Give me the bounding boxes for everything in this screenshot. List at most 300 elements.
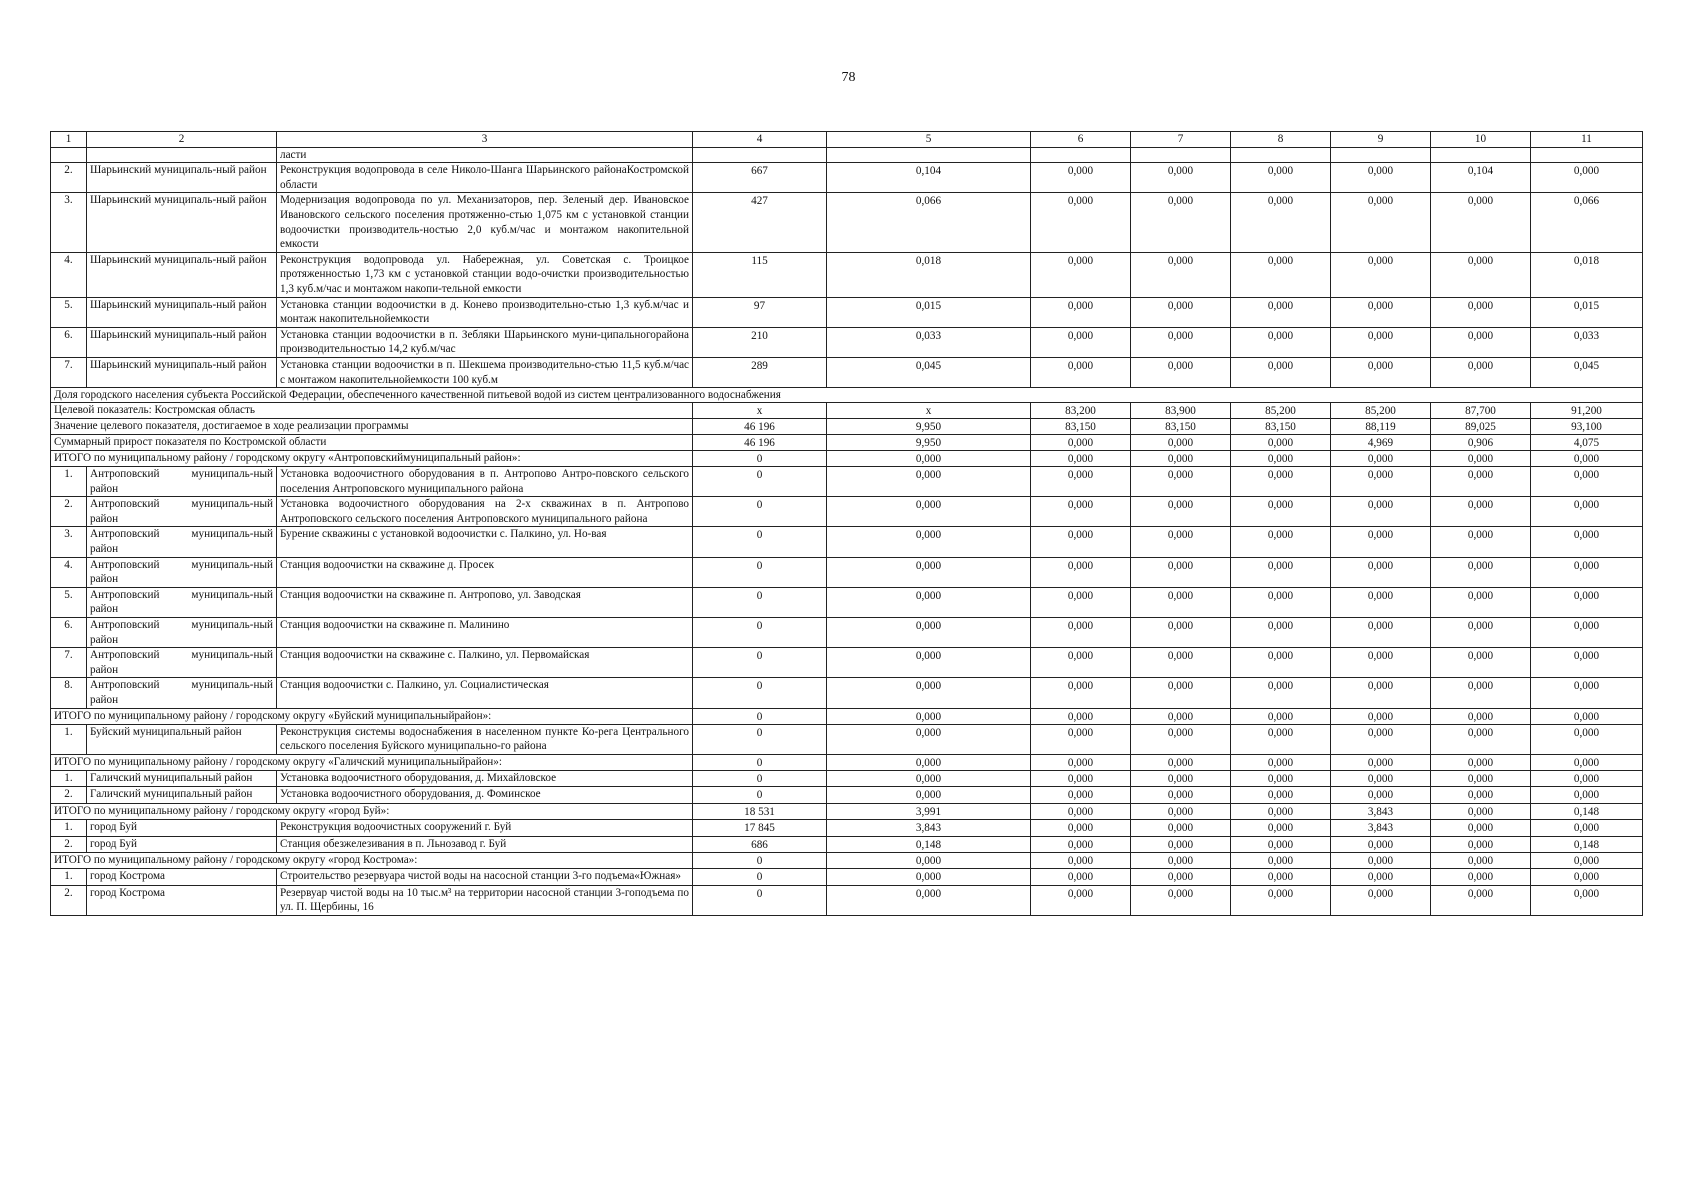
row-number: 1. [51, 467, 87, 497]
value-cell: 91,200 [1531, 403, 1643, 419]
value-cell: 0,000 [1031, 163, 1131, 193]
value-cell: 0,000 [1031, 252, 1131, 297]
value-cell: 0,000 [1031, 724, 1131, 754]
value-cell: 0,000 [1031, 754, 1131, 770]
value-cell: 0,000 [1331, 618, 1431, 648]
district-name: Шарьинский муниципаль-ный район [87, 327, 277, 357]
value-cell: 0,000 [1431, 819, 1531, 836]
value-cell: 0,000 [1031, 853, 1131, 869]
page-number: 78 [841, 70, 856, 85]
value-cell: 0,045 [827, 357, 1031, 387]
value-cell: 0,000 [1231, 435, 1331, 451]
value-cell: 0,000 [1431, 803, 1531, 819]
value-cell: 0,000 [1431, 527, 1531, 557]
column-number: 8 [1231, 132, 1331, 148]
value-cell: 0,000 [1031, 297, 1131, 327]
value-cell: 0,000 [1531, 618, 1643, 648]
district-name: Антроповский муниципаль-ный район [87, 618, 277, 648]
value-cell: 0,000 [1131, 770, 1231, 787]
value-cell: 0,000 [827, 724, 1031, 754]
table-row [51, 587, 1643, 617]
row-number: 2. [51, 885, 87, 915]
table-row [51, 163, 1643, 193]
value-cell: 83,200 [1031, 403, 1131, 419]
value-cell: 0,000 [1031, 451, 1131, 467]
value-cell: 0,000 [1431, 724, 1531, 754]
value-cell: 46 196 [693, 419, 827, 435]
value-cell: 0,045 [1531, 357, 1643, 387]
table-row [51, 678, 1643, 708]
value-cell: 0,000 [1231, 754, 1331, 770]
value-cell: 0 [693, 885, 827, 915]
section-heading-row [51, 388, 1643, 403]
value-cell: 0,000 [1231, 357, 1331, 387]
value-cell: 0,000 [1131, 648, 1231, 678]
column-number: 11 [1531, 132, 1643, 148]
project-description: Реконструкция водопровода в селе Николо-Шанга Шарьинского районаКостромской области [277, 163, 693, 193]
district-name: город Кострома [87, 869, 277, 886]
row-number: 3. [51, 527, 87, 557]
row-number: 8. [51, 678, 87, 708]
value-cell: 0,000 [1531, 587, 1643, 617]
project-description: Станция водоочистки на скважине п. Антропово, ул. Заводская [277, 587, 693, 617]
summary-label: ИТОГО по муниципальному району / городскому округу «Буйский муниципальныйрайон»: [51, 708, 693, 724]
value-cell: 0,148 [1531, 836, 1643, 853]
value-cell: 0,000 [1031, 819, 1131, 836]
value-cell: 0,000 [1331, 497, 1431, 527]
project-description: Установка водоочистного оборудования, д. Михайловское [277, 770, 693, 787]
project-description: Реконструкция водопровода ул. Набережная, ул. Советская с. Троицкое протяженностью 1,73 км с установкой станции водо-очистки производительностью 1,3 куб.м/час и монтажом накопи-тельной емкости [277, 252, 693, 297]
value-cell: 0,000 [1331, 787, 1431, 804]
table-row [51, 357, 1643, 387]
value-cell: 667 [693, 163, 827, 193]
value-cell: 0,000 [1031, 836, 1131, 853]
value-cell: 0,000 [1231, 787, 1331, 804]
value-cell: 0 [693, 724, 827, 754]
project-description: Станция водоочистки на скважине с. Палкино, ул. Первомайская [277, 648, 693, 678]
value-cell: 0,104 [1431, 163, 1531, 193]
summary-label: ИТОГО по муниципальному району / городскому округу «Галичский муниципальныйрайон»: [51, 754, 693, 770]
value-cell: 0 [693, 467, 827, 497]
value-cell: 18 531 [693, 803, 827, 819]
value-cell: 0,000 [1431, 252, 1531, 297]
value-cell: 0,000 [1431, 648, 1531, 678]
project-description: Установка водоочистного оборудования на 2-х скважинах в п. Антропово Антроповского сельского поселения Антроповского муниципального района [277, 497, 693, 527]
value-cell: 0,000 [1231, 770, 1331, 787]
value-cell: 0,000 [1031, 618, 1131, 648]
value-cell: 0,000 [1131, 467, 1231, 497]
value-cell: 0 [693, 708, 827, 724]
project-description: Станция водоочистки на скважине п. Малинино [277, 618, 693, 648]
value-cell: 0,000 [1431, 557, 1531, 587]
value-cell: 0,000 [1131, 163, 1231, 193]
value-cell: 0,018 [827, 252, 1031, 297]
project-description: Станция обезжелезивания в п. Льнозавод г. Буй [277, 836, 693, 853]
column-number: 2 [87, 132, 277, 148]
value-cell: 0,000 [1031, 803, 1131, 819]
value-cell: 0,000 [1031, 648, 1131, 678]
value-cell: 0,000 [827, 869, 1031, 886]
project-description: Бурение скважины с установкой водоочистки с. Палкино, ул. Но-вая [277, 527, 693, 557]
value-cell: 0,000 [1431, 708, 1531, 724]
value-cell: 0,000 [1431, 497, 1531, 527]
table-body [51, 132, 1643, 916]
value-cell: 0,000 [827, 885, 1031, 915]
value-cell: 0,000 [1531, 163, 1643, 193]
project-description: Реконструкция водоочистных сооружений г. Буй [277, 819, 693, 836]
row-number: 4. [51, 252, 87, 297]
value-cell: 0 [693, 527, 827, 557]
value-cell: 0,000 [1131, 587, 1231, 617]
column-number-row [51, 132, 1643, 148]
value-cell: 0 [693, 648, 827, 678]
value-cell: 0,000 [1231, 327, 1331, 357]
value-cell: 0 [693, 451, 827, 467]
project-description: Резервуар чистой воды на 10 тыс.м³ на территории насосной станции 3-гоподъема по ул. П. Щербины, 16 [277, 885, 693, 915]
column-number: 1 [51, 132, 87, 148]
value-cell: 0,000 [1531, 497, 1643, 527]
row-number: 6. [51, 327, 87, 357]
value-cell: 0,000 [827, 527, 1031, 557]
value-cell: 0,000 [1131, 819, 1231, 836]
value-cell: 0,000 [1131, 836, 1231, 853]
value-cell: 0,000 [1531, 708, 1643, 724]
row-number: 2. [51, 787, 87, 804]
district-name: Антроповский муниципаль-ный район [87, 587, 277, 617]
value-cell: 0,000 [1331, 869, 1431, 886]
column-number: 7 [1131, 132, 1231, 148]
value-cell: 0,000 [1531, 754, 1643, 770]
value-cell: 0,000 [1031, 527, 1131, 557]
value-cell: 0,000 [1531, 648, 1643, 678]
value-cell: 0,000 [827, 678, 1031, 708]
district-name: Антроповский муниципаль-ный район [87, 467, 277, 497]
value-cell: 0,000 [1031, 467, 1131, 497]
table-row [51, 557, 1643, 587]
value-cell: 0,000 [1531, 467, 1643, 497]
district-name: Шарьинский муниципаль-ный район [87, 357, 277, 387]
value-cell: 0,000 [1431, 357, 1531, 387]
value-cell: 0,000 [1531, 770, 1643, 787]
row-number: 2. [51, 497, 87, 527]
value-cell: 0 [693, 587, 827, 617]
summary-label: ИТОГО по муниципальному району / городскому округу «Антроповскиймуниципальный район»: [51, 451, 693, 467]
row-number: 5. [51, 587, 87, 617]
value-cell: 83,150 [1131, 419, 1231, 435]
value-cell: 0,000 [1231, 527, 1331, 557]
value-cell: 0,000 [1531, 885, 1643, 915]
value-cell: 83,150 [1231, 419, 1331, 435]
value-cell: 0,000 [1431, 451, 1531, 467]
project-description: Установка станции водоочистки в п. Шекшема производительно-стью 11,5 куб.м/час с монтажом накопительнойемкости 100 куб.м [277, 357, 693, 387]
table-row [51, 618, 1643, 648]
table-row [51, 869, 1643, 886]
value-cell: 17 845 [693, 819, 827, 836]
value-cell: 0,000 [827, 853, 1031, 869]
value-cell: 0,000 [1231, 819, 1331, 836]
continuation-row [51, 147, 1643, 163]
value-cell: 0,018 [1531, 252, 1643, 297]
value-cell: 0,000 [1031, 497, 1131, 527]
project-description: Модернизация водопровода по ул. Механизаторов, пер. Зеленый дер. Ивановское Ивановского сельского поселения протяженно-стью 1,075 км с установкой станции водоочистки производитель-ностью 2,0 куб.м/час и монтажом накопительной емкости [277, 193, 693, 252]
value-cell: 0,000 [827, 467, 1031, 497]
column-number: 5 [827, 132, 1031, 148]
value-cell: 0,000 [1531, 787, 1643, 804]
project-description: Станция водоочистки на скважине д. Просек [277, 557, 693, 587]
value-cell: 0,000 [1231, 836, 1331, 853]
value-cell: 83,150 [1031, 419, 1131, 435]
value-cell: 0,000 [1231, 708, 1331, 724]
value-cell: 0,000 [1431, 787, 1531, 804]
value-cell: 0,015 [1531, 297, 1643, 327]
district-name: город Кострома [87, 885, 277, 915]
value-cell: 0,000 [1531, 557, 1643, 587]
row-number: 3. [51, 193, 87, 252]
value-cell: 0,000 [1031, 587, 1131, 617]
value-cell: 87,700 [1431, 403, 1531, 419]
table-row [51, 497, 1643, 527]
value-cell: 0,000 [1131, 527, 1231, 557]
project-description: Строительство резервуара чистой воды на насосной станции 3-го подъема«Южная» [277, 869, 693, 886]
value-cell: 427 [693, 193, 827, 252]
value-cell: 85,200 [1231, 403, 1331, 419]
value-cell: 0,000 [1231, 193, 1331, 252]
value-cell: 0,000 [1131, 327, 1231, 357]
value-cell: 83,900 [1131, 403, 1231, 419]
column-number: 10 [1431, 132, 1531, 148]
value-cell: 0,000 [1431, 587, 1531, 617]
summary-row [51, 403, 1643, 419]
project-description: Установка водоочистного оборудования в п. Антропово Антро-повского сельского поселения Антроповского муниципального района [277, 467, 693, 497]
value-cell: 0,000 [1131, 252, 1231, 297]
value-cell: 0,000 [1331, 467, 1431, 497]
value-cell: 0,000 [1131, 451, 1231, 467]
value-cell: 0,000 [1531, 819, 1643, 836]
project-description: Установка станции водоочистки в д. Конево производительно-стью 1,3 куб.м/час и монтаж накопительнойемкости [277, 297, 693, 327]
value-cell: 0,000 [1331, 587, 1431, 617]
summary-label: Значение целевого показателя, достигаемое в ходе реализации программы [51, 419, 693, 435]
value-cell: 0,000 [1031, 708, 1131, 724]
value-cell: 0,000 [827, 708, 1031, 724]
value-cell: 0,000 [1431, 193, 1531, 252]
row-number: 1. [51, 819, 87, 836]
value-cell: 4,969 [1331, 435, 1431, 451]
value-cell: 3,843 [1331, 803, 1431, 819]
row-number: 4. [51, 557, 87, 587]
value-cell: 289 [693, 357, 827, 387]
value-cell: 0,015 [827, 297, 1031, 327]
row-number: 2. [51, 163, 87, 193]
district-name: Буйский муниципальный район [87, 724, 277, 754]
summary-row [51, 803, 1643, 819]
value-cell: 0,000 [1531, 724, 1643, 754]
value-cell: 0,000 [827, 557, 1031, 587]
value-cell: 0,000 [827, 618, 1031, 648]
value-cell: 0,000 [1531, 869, 1643, 886]
table-row [51, 724, 1643, 754]
value-cell: 0 [693, 754, 827, 770]
value-cell: 0,000 [827, 754, 1031, 770]
project-description: Установка станции водоочистки в п. Зебляки Шарьинского муни-ципальногорайона производительностью 14,2 куб.м/час [277, 327, 693, 357]
table-row [51, 527, 1643, 557]
value-cell: 0 [693, 787, 827, 804]
district-name: Антроповский муниципаль-ный район [87, 527, 277, 557]
value-cell: 0,000 [1231, 451, 1331, 467]
value-cell: 93,100 [1531, 419, 1643, 435]
value-cell: 0,000 [1231, 869, 1331, 886]
value-cell: 0,000 [1031, 193, 1131, 252]
value-cell: 0,000 [1231, 587, 1331, 617]
row-number: 1. [51, 724, 87, 754]
value-cell: 0,000 [1431, 770, 1531, 787]
value-cell: 0,000 [1231, 497, 1331, 527]
table-row [51, 252, 1643, 297]
summary-label: ИТОГО по муниципальному району / городскому округу «город Кострома»: [51, 853, 693, 869]
district-name: Антроповский муниципаль-ный район [87, 557, 277, 587]
value-cell: 0,000 [1431, 327, 1531, 357]
value-cell: 0,066 [1531, 193, 1643, 252]
value-cell: 0,000 [1431, 853, 1531, 869]
row-number: 7. [51, 648, 87, 678]
value-cell: x [827, 403, 1031, 419]
value-cell: 46 196 [693, 435, 827, 451]
row-number: 5. [51, 297, 87, 327]
value-cell: 0,000 [1131, 724, 1231, 754]
district-name: Галичский муниципальный район [87, 787, 277, 804]
table-row [51, 297, 1643, 327]
summary-label: Суммарный прирост показателя по Костромской области [51, 435, 693, 451]
district-name: город Буй [87, 836, 277, 853]
value-cell: 0,000 [1231, 467, 1331, 497]
table-row [51, 836, 1643, 853]
value-cell: 0,000 [1031, 770, 1131, 787]
value-cell: 0,000 [1331, 297, 1431, 327]
value-cell: 686 [693, 836, 827, 853]
value-cell: 0,000 [1331, 885, 1431, 915]
value-cell: 0,000 [1531, 853, 1643, 869]
value-cell: 0,148 [827, 836, 1031, 853]
value-cell: 0,000 [1431, 869, 1531, 886]
value-cell: 0,000 [1131, 357, 1231, 387]
value-cell: 0,066 [827, 193, 1031, 252]
value-cell: 4,075 [1531, 435, 1643, 451]
value-cell: 0,000 [827, 648, 1031, 678]
district-name: Антроповский муниципаль-ный район [87, 678, 277, 708]
summary-row [51, 708, 1643, 724]
value-cell: 0,000 [1131, 435, 1231, 451]
value-cell: 0,000 [1231, 163, 1331, 193]
column-number: 3 [277, 132, 693, 148]
project-description: Станция водоочистки с. Палкино, ул. Социалистическая [277, 678, 693, 708]
value-cell: 0,000 [1331, 678, 1431, 708]
value-cell: 0,000 [827, 770, 1031, 787]
column-number: 4 [693, 132, 827, 148]
value-cell: 0 [693, 869, 827, 886]
summary-row [51, 853, 1643, 869]
value-cell: 9,950 [827, 419, 1031, 435]
summary-row [51, 754, 1643, 770]
value-cell: 0,000 [1431, 467, 1531, 497]
value-cell: 0,000 [1331, 357, 1431, 387]
value-cell: 0,000 [1431, 836, 1531, 853]
table-row [51, 467, 1643, 497]
value-cell: 0,000 [1431, 678, 1531, 708]
project-description: Установка водоочистного оборудования, д. Фоминское [277, 787, 693, 804]
value-cell: 0,000 [1031, 557, 1131, 587]
row-number: 1. [51, 869, 87, 886]
value-cell: 210 [693, 327, 827, 357]
value-cell: 0,000 [827, 787, 1031, 804]
district-name: город Буй [87, 819, 277, 836]
value-cell: 0,000 [1131, 869, 1231, 886]
program-table [50, 131, 1643, 916]
value-cell: 0,000 [1031, 435, 1131, 451]
value-cell: 0,000 [1331, 648, 1431, 678]
value-cell: 0,000 [1331, 754, 1431, 770]
value-cell: 0,000 [1231, 618, 1331, 648]
value-cell: 0 [693, 678, 827, 708]
value-cell: 0,000 [1131, 618, 1231, 648]
value-cell: 0,000 [1131, 678, 1231, 708]
value-cell: 89,025 [1431, 419, 1531, 435]
value-cell: 0,000 [1031, 885, 1131, 915]
value-cell: x [693, 403, 827, 419]
column-number: 6 [1031, 132, 1131, 148]
value-cell: 3,843 [1331, 819, 1431, 836]
value-cell: 0,000 [1131, 497, 1231, 527]
value-cell: 88,119 [1331, 419, 1431, 435]
value-cell: 0 [693, 557, 827, 587]
district-name: Галичский муниципальный район [87, 770, 277, 787]
value-cell: 0,000 [1431, 754, 1531, 770]
value-cell: 0,000 [1031, 787, 1131, 804]
value-cell: 0,000 [1231, 803, 1331, 819]
value-cell: 0,906 [1431, 435, 1531, 451]
summary-row [51, 435, 1643, 451]
value-cell: 0,000 [827, 497, 1031, 527]
value-cell: 0,000 [1131, 754, 1231, 770]
value-cell: 0,000 [1331, 451, 1431, 467]
section-heading: Доля городского населения субъекта Российской Федерации, обеспеченного качественной питьевой водой из систем централизованного водоснабжения [51, 388, 1643, 403]
summary-label: ИТОГО по муниципальному району / городскому округу «город Буй»: [51, 803, 693, 819]
value-cell: 0,000 [1131, 803, 1231, 819]
district-name: Шарьинский муниципаль-ный район [87, 252, 277, 297]
row-number: 1. [51, 770, 87, 787]
value-cell: 0,000 [1431, 618, 1531, 648]
table-row [51, 193, 1643, 252]
district-name: Шарьинский муниципаль-ный район [87, 297, 277, 327]
continuation-text: ласти [277, 147, 693, 163]
value-cell: 9,950 [827, 435, 1031, 451]
value-cell: 0,000 [1331, 557, 1431, 587]
value-cell: 0 [693, 618, 827, 648]
value-cell: 0,000 [1031, 357, 1131, 387]
district-name: Шарьинский муниципаль-ный район [87, 163, 277, 193]
value-cell: 0,000 [1531, 678, 1643, 708]
value-cell: 0,000 [1131, 853, 1231, 869]
summary-row [51, 419, 1643, 435]
project-description: Реконструкция системы водоснабжения в населенном пункте Ко-рега Центрального сельского поселения Буйского муниципально-го района [277, 724, 693, 754]
value-cell: 0,000 [1231, 557, 1331, 587]
value-cell: 0,000 [1331, 327, 1431, 357]
value-cell: 0,000 [1131, 193, 1231, 252]
value-cell: 0,104 [827, 163, 1031, 193]
value-cell: 0,000 [1331, 527, 1431, 557]
value-cell: 0,000 [1231, 297, 1331, 327]
value-cell: 0,000 [1331, 770, 1431, 787]
table-row [51, 787, 1643, 804]
value-cell: 0,000 [1031, 327, 1131, 357]
